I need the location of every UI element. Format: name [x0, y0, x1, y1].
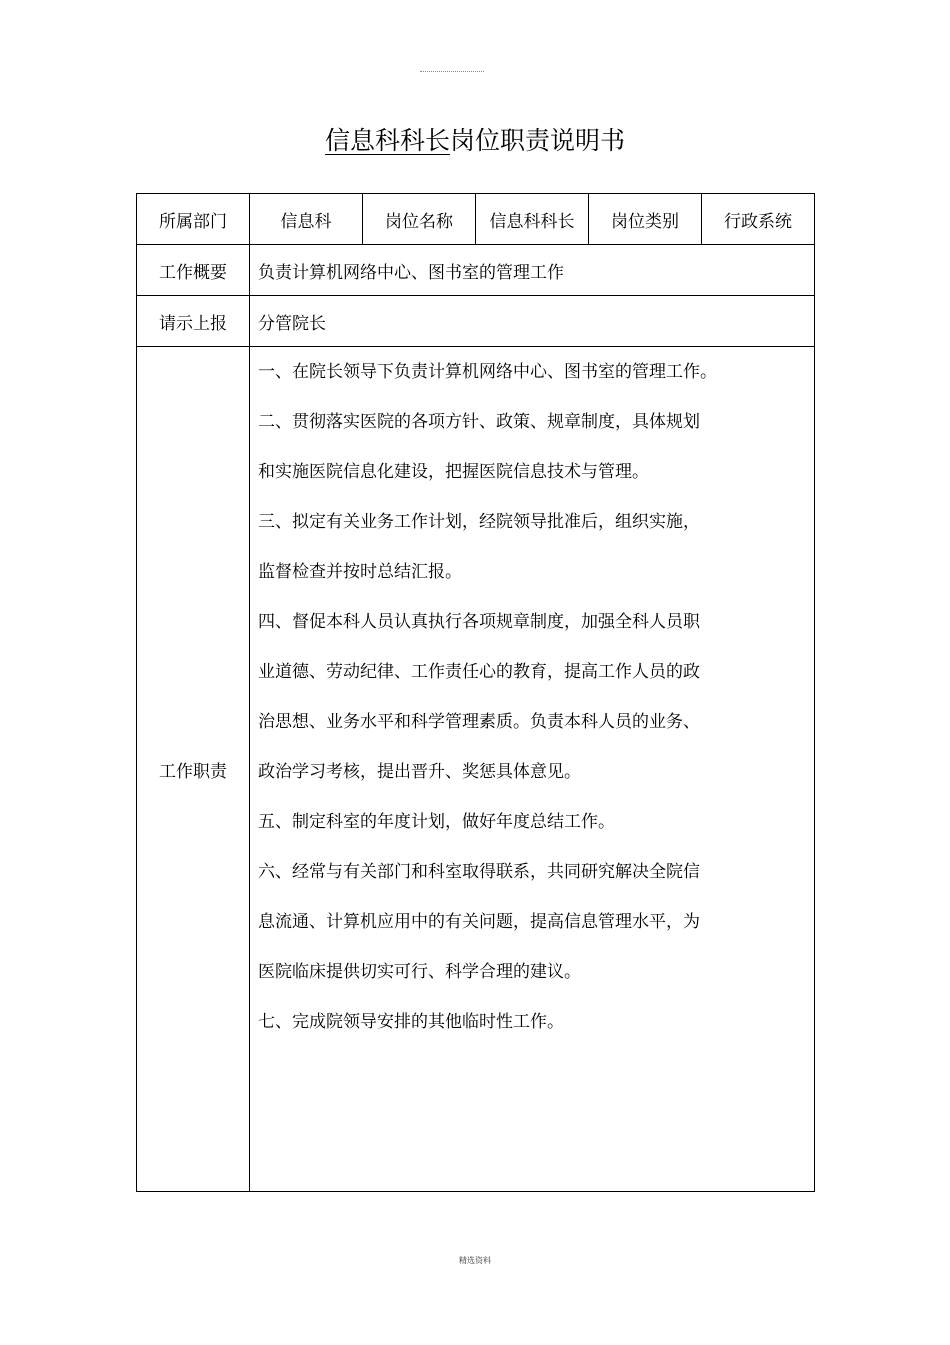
- table-row: [137, 347, 815, 1192]
- duty-line: 五、制定科室的年度计划，做好年度总结工作。: [258, 812, 615, 832]
- duty-line: 三、拟定有关业务工作计划，经院领导批准后，组织实施，: [258, 512, 700, 532]
- duty-line: 医院临床提供切实可行、科学合理的建议。: [258, 962, 581, 982]
- duty-line: 一、在院长领导下负责计算机网络中心、图书室的管理工作。: [258, 362, 717, 382]
- dept-value: 信息科: [250, 194, 363, 245]
- duty-line: 二、贯彻落实医院的各项方针、政策、规章制度，具体规划: [258, 412, 700, 432]
- category-label: 岗位类别: [589, 194, 702, 245]
- duty-line: 业道德、劳动纪律、工作责任心的教育，提高工作人员的政: [258, 662, 700, 682]
- duty-line: 息流通、计算机应用中的有关问题，提高信息管理水平，为: [258, 912, 700, 932]
- table-row: [137, 245, 815, 296]
- post-label: 岗位名称: [363, 194, 476, 245]
- duty-line: 七、完成院领导安排的其他临时性工作。: [258, 1012, 564, 1032]
- duty-line: 政治学习考核，提出晋升、奖惩具体意见。: [258, 762, 581, 782]
- title-rest: 岗位职责说明书: [450, 126, 626, 155]
- overview-label: 工作概要: [137, 245, 250, 296]
- duty-line: 四、督促本科人员认真执行各项规章制度，加强全科人员职: [258, 612, 700, 632]
- post-value: 信息科科长: [476, 194, 589, 245]
- overview-value: 负责计算机网络中心、图书室的管理工作: [250, 245, 815, 296]
- report-value: 分管院长: [250, 296, 815, 347]
- table-row: [137, 296, 815, 347]
- report-label: 请示上报: [137, 296, 250, 347]
- page-title: [0, 124, 950, 158]
- table-row: [137, 194, 815, 245]
- footer-note: 精选资料: [459, 1256, 491, 1265]
- duty-line: 六、经常与有关部门和科室取得联系，共同研究解决全院信: [258, 862, 700, 882]
- title-underlined-part: 信息科科长: [324, 126, 450, 155]
- dept-label: 所属部门: [137, 194, 250, 245]
- duty-line: 治思想、业务水平和科学管理素质。负责本科人员的业务、: [258, 712, 700, 732]
- header-dotted-line: [420, 71, 484, 72]
- duties-label: 工作职责: [137, 347, 250, 1192]
- duty-line: 和实施医院信息化建设，把握医院信息技术与管理。: [258, 462, 649, 482]
- duty-line: 监督检查并按时总结汇报。: [258, 562, 462, 582]
- category-value: 行政系统: [702, 194, 815, 245]
- job-description-table: [136, 193, 815, 1192]
- duties-content: [250, 347, 815, 1192]
